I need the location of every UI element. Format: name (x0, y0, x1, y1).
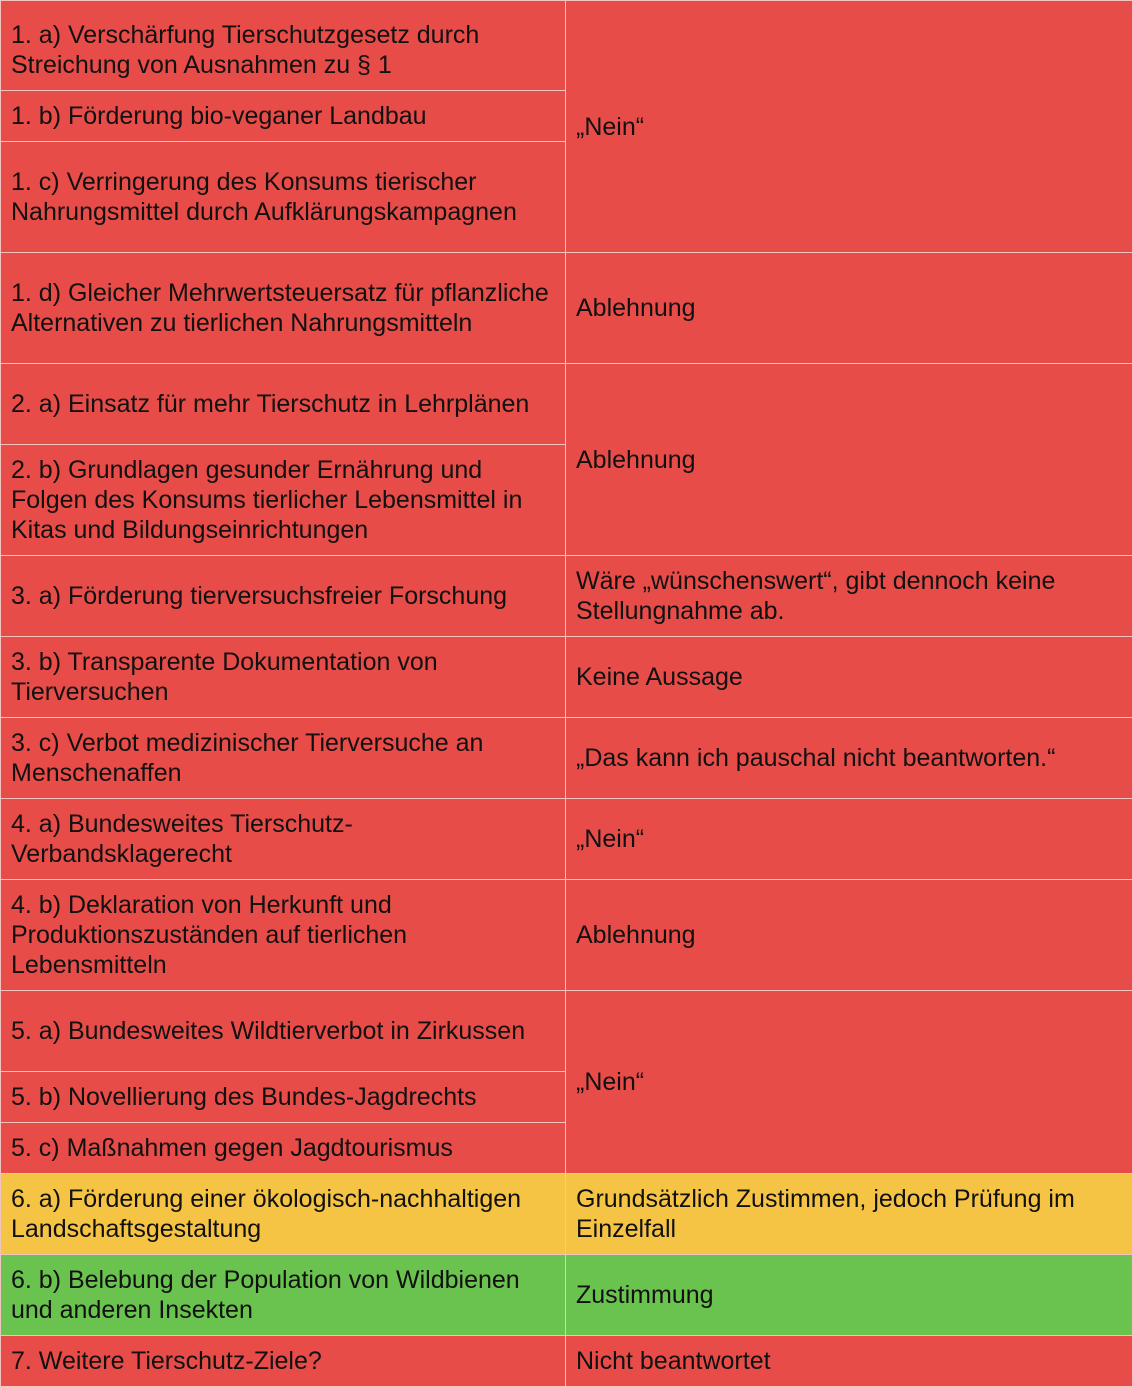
topic-cell: 1. a) Verschärfung Tierschutzgesetz durch Streichung von Ausnahmen zu § 1 (1, 1, 566, 91)
table-row (1, 1255, 1132, 1336)
topic-cell: 5. c) Maßnahmen gegen Jagdtourismus (1, 1123, 566, 1174)
topic-cell: 4. a) Bundesweites Tierschutz-Verbandsklagerecht (1, 799, 566, 880)
topic-cell: 6. a) Förderung einer ökologisch-nachhaltigen Landschaftsgestaltung (1, 1174, 566, 1255)
table-row (1, 556, 1132, 637)
topic-cell: 1. c) Verringerung des Konsums tierischer Nahrungsmittel durch Aufklärungskampagnen (1, 142, 566, 253)
table-row (1, 880, 1132, 991)
answer-cell: Wäre „wünschenswert“, gibt dennoch keine Stellungnahme ab. (566, 556, 1132, 637)
topic-cell: 1. b) Förderung bio-veganer Landbau (1, 91, 566, 142)
answer-cell: „Nein“ (566, 991, 1132, 1174)
table-row (1, 799, 1132, 880)
topic-cell: 7. Weitere Tierschutz-Ziele? (1, 1336, 566, 1387)
answer-cell: „Das kann ich pauschal nicht beantworten.“ (566, 718, 1132, 799)
answer-cell: „Nein“ (566, 1, 1132, 253)
topic-cell: 6. b) Belebung der Population von Wildbienen und anderen Insekten (1, 1255, 566, 1336)
answer-cell: Zustimmung (566, 1255, 1132, 1336)
answer-cell: Ablehnung (566, 253, 1132, 364)
table-row (1, 1174, 1132, 1255)
answer-cell: Ablehnung (566, 364, 1132, 556)
answer-cell: Grundsätzlich Zustimmen, jedoch Prüfung im Einzelfall (566, 1174, 1132, 1255)
table-row (1, 1, 1132, 91)
topic-cell: 5. b) Novellierung des Bundes-Jagdrechts (1, 1072, 566, 1123)
topic-cell: 2. a) Einsatz für mehr Tierschutz in Lehrplänen (1, 364, 566, 445)
table-row (1, 718, 1132, 799)
table-row (1, 364, 1132, 445)
table-row (1, 253, 1132, 364)
table-row (1, 1336, 1132, 1387)
table-row (1, 991, 1132, 1072)
topic-cell: 3. b) Transparente Dokumentation von Tierversuchen (1, 637, 566, 718)
topic-cell: 3. c) Verbot medizinischer Tierversuche an Menschenaffen (1, 718, 566, 799)
answer-cell: „Nein“ (566, 799, 1132, 880)
answer-cell: Nicht beantwortet (566, 1336, 1132, 1387)
topic-cell: 1. d) Gleicher Mehrwertsteuersatz für pflanzliche Alternativen zu tierlichen Nahrungsmitteln (1, 253, 566, 364)
topic-cell: 2. b) Grundlagen gesunder Ernährung und Folgen des Konsums tierlicher Lebensmittel in Kitas und Bildungseinrichtungen (1, 445, 566, 556)
topic-cell: 5. a) Bundesweites Wildtierverbot in Zirkussen (1, 991, 566, 1072)
topic-cell: 3. a) Förderung tierversuchsfreier Forschung (1, 556, 566, 637)
topic-cell: 4. b) Deklaration von Herkunft und Produktionszuständen auf tierlichen Lebensmitteln (1, 880, 566, 991)
answer-cell: Keine Aussage (566, 637, 1132, 718)
answer-cell: Ablehnung (566, 880, 1132, 991)
table-row (1, 637, 1132, 718)
